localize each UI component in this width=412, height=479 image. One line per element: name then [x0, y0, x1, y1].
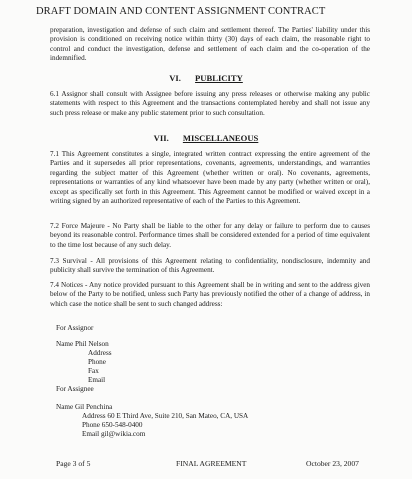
footer-page-number: Page 3 of 5 [56, 459, 91, 468]
assignee-address: Address 60 E Third Ave, Suite 210, San Mateo, CA, USA [82, 412, 249, 420]
assignor-name: Name Phil Nelson [56, 340, 109, 348]
section-6-heading [0, 73, 412, 83]
section-7-title: MISCELLANEOUS [182, 133, 259, 143]
assignor-phone: Phone [88, 358, 106, 366]
paragraph-7-1: 7.1 This Agreement constitutes a single, integrated written contract expressing the entire agreement of the Parties and it supersedes all prior representations, covenants, agreements, understandings, and warranties regarding the subject matter of this Agreement (whether written or oral). No covenants, agreements, representations or warranties of any kind whatsoever have been made by any party (whether written or oral), except as specifically set forth in this Agreement. This Agreement cannot be modified or waived except in a writing signed by an authorized representative of each of the Parties to this Agreement. [50, 150, 370, 206]
assignee-email: Email gil@wikia.com [82, 430, 146, 438]
assignee-heading: For Assignee [56, 385, 94, 393]
assignee-phone: Phone 650-548-0400 [82, 421, 143, 429]
assignor-email: Email [88, 376, 106, 384]
assignor-heading: For Assignor [56, 324, 94, 332]
document-header: DRAFT DOMAIN AND CONTENT ASSIGNMENT CONTRACT [36, 6, 326, 17]
assignee-name: Name Gil Penchina [56, 403, 113, 411]
paragraph-7-4: 7.4 Notices - Any notice provided pursuant to this Agreement shall be in writing and sent to the address given below of the Party to be notified, unless such Party has previously notified the other of a change of address, in which case the notice shall be sent to such changed address: [50, 281, 370, 308]
paragraph-7-2: 7.2 Force Majeure - No Party shall be liable to the other for any delay or failure to perform due to causes beyond its reasonable control. Performance times shall be considered extended for a period of time equivalent to the time lost because of any such delay. [50, 222, 370, 249]
section-7-heading [0, 133, 412, 143]
footer-title: FINAL AGREEMENT [176, 459, 247, 468]
section-6-number: VI. [169, 73, 181, 83]
assignor-address: Address [88, 349, 112, 357]
footer-date: October 23, 2007 [306, 459, 359, 468]
section-7-number: VII. [153, 133, 169, 143]
paragraph-7-3: 7.3 Survival - All provisions of this Agreement relating to confidentiality, nondisclosure, indemnity and publicity shall survive the termination of this Agreement. [50, 257, 370, 275]
paragraph-6-1: 6.1 Assignor shall consult with Assignee before issuing any press releases or otherwise making any public statements with respect to this Agreement and the transactions contemplated hereby and shall not issue any such press release or make any public statement prior to such consultation. [50, 90, 370, 117]
intro-paragraph: preparation, investigation and defense of such claim and settlement thereof. The Parties' liability under this provision is conditioned on receiving notice within thirty (30) days of each claim, the reasonable right to control and conduct the investigation, defense and settlement of each claim and the co-operation of the indemnified. [50, 26, 370, 63]
assignor-fax: Fax [88, 367, 99, 375]
section-6-title: PUBLICITY [195, 73, 243, 83]
